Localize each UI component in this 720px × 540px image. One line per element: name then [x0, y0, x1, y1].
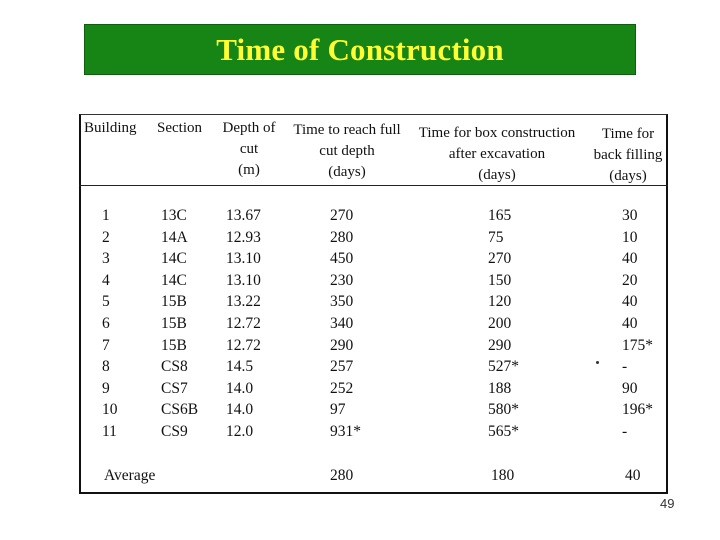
table-cell: 13.10	[226, 250, 261, 268]
table-cell: 75	[488, 228, 504, 246]
table-cell: 12.0	[226, 422, 254, 440]
header-reach-line3: (days)	[328, 164, 366, 180]
table-cell: 290	[330, 336, 354, 354]
column-backfill	[622, 205, 653, 443]
slide-title-bar	[84, 24, 636, 75]
table-cell: 200	[488, 314, 512, 332]
table-cell: 580*	[488, 401, 519, 419]
header-depth-line3: (m)	[238, 162, 260, 178]
table-cell: 270	[330, 207, 354, 224]
table-cell: -	[622, 422, 628, 440]
table-cell: 196*	[622, 401, 653, 419]
table-cell: 14.0	[226, 401, 254, 419]
header-section: Section	[157, 120, 202, 136]
column-section	[161, 205, 198, 443]
table-cell: 15B	[161, 293, 187, 311]
header-backfill-line2: back filling	[593, 147, 663, 163]
table-cell: 4	[102, 271, 110, 289]
table-cell: 12.72	[226, 336, 261, 354]
table-cell: 8	[102, 358, 110, 376]
table-cell: 3	[102, 250, 110, 268]
table-cell: 30	[622, 207, 638, 224]
header-reach	[292, 120, 402, 183]
header-reach-line1: Time to reach full	[293, 122, 401, 138]
table-cell: 97	[330, 401, 346, 419]
table-cell: 10	[102, 401, 118, 419]
header-backfill-line3: (days)	[609, 168, 647, 184]
table-cell: 450	[330, 250, 354, 268]
table-cell: 165	[488, 207, 512, 224]
table-cell: 175*	[622, 336, 653, 354]
header-box	[418, 123, 576, 186]
average-box: 180	[491, 467, 515, 484]
table-cell: 15B	[161, 314, 187, 332]
average-backfill: 40	[625, 467, 641, 484]
table-cell: 280	[330, 228, 354, 246]
header-depth-line2: cut	[239, 141, 259, 157]
table-cell: 252	[330, 379, 354, 397]
table-cell: CS7	[161, 379, 188, 397]
table-cell: 90	[622, 379, 638, 397]
table-cell: 340	[330, 314, 354, 332]
table-cell: 40	[622, 314, 638, 332]
table-cell: 350	[330, 293, 354, 311]
table-cell: 14C	[161, 271, 187, 289]
scan-speck	[596, 361, 599, 364]
header-box-line3: (days)	[478, 167, 516, 183]
table-cell: 20	[622, 271, 638, 289]
page-number: 49	[660, 496, 675, 511]
header-backfill-line1: Time for	[601, 126, 655, 142]
table-cell: CS9	[161, 422, 188, 440]
table-cell: 2	[102, 228, 110, 246]
table-cell: 7	[102, 336, 110, 354]
table-cell: 257	[330, 358, 354, 376]
table-cell: 931*	[330, 422, 361, 440]
table-cell: CS8	[161, 358, 188, 376]
table-cell: 12.72	[226, 314, 261, 332]
slide-title: Time of Construction	[216, 31, 504, 67]
header-divider	[79, 185, 668, 186]
column-reach	[330, 205, 361, 443]
table-cell: 13.67	[226, 207, 261, 224]
table-cell: 270	[488, 250, 512, 268]
table-cell: 150	[488, 271, 512, 289]
table-cell: 120	[488, 293, 512, 311]
header-backfill	[592, 124, 664, 187]
header-building: Building	[84, 120, 137, 136]
header-reach-line2: cut depth	[319, 143, 375, 159]
column-box	[488, 205, 519, 443]
table-cell: 188	[488, 379, 512, 397]
table-cell: 14.0	[226, 379, 254, 397]
table-cell: 13.22	[226, 293, 261, 311]
table-cell: 9	[102, 379, 110, 397]
table-cell: 290	[488, 336, 512, 354]
table-cell: 5	[102, 293, 110, 311]
average-reach: 280	[330, 467, 354, 484]
average-label: Average	[104, 467, 156, 484]
table-cell: 14.5	[226, 358, 254, 376]
table-cell: 40	[622, 293, 638, 311]
header-box-line2: after excavation	[448, 146, 546, 162]
table-cell: 10	[622, 228, 638, 246]
table-cell: 40	[622, 250, 638, 268]
header-depth	[220, 118, 278, 181]
column-building	[102, 205, 118, 443]
table-cell: 11	[102, 422, 117, 440]
table-cell: 13.10	[226, 271, 261, 289]
table-cell: 230	[330, 271, 354, 289]
table-cell: 14C	[161, 250, 187, 268]
column-depth	[226, 205, 261, 443]
header-depth-line1: Depth of	[222, 120, 276, 136]
table-cell: 12.93	[226, 228, 261, 246]
header-box-line1: Time for box construction	[418, 125, 576, 141]
table-cell: CS6B	[161, 401, 199, 419]
table-cell: 14A	[161, 228, 188, 246]
table-cell: 15B	[161, 336, 187, 354]
table-cell: 565*	[488, 422, 519, 440]
table-cell: 13C	[161, 207, 187, 224]
table-cell: 1	[102, 207, 110, 224]
table-cell: -	[622, 358, 628, 376]
table-cell: 6	[102, 314, 110, 332]
table-cell: 527*	[488, 358, 519, 376]
